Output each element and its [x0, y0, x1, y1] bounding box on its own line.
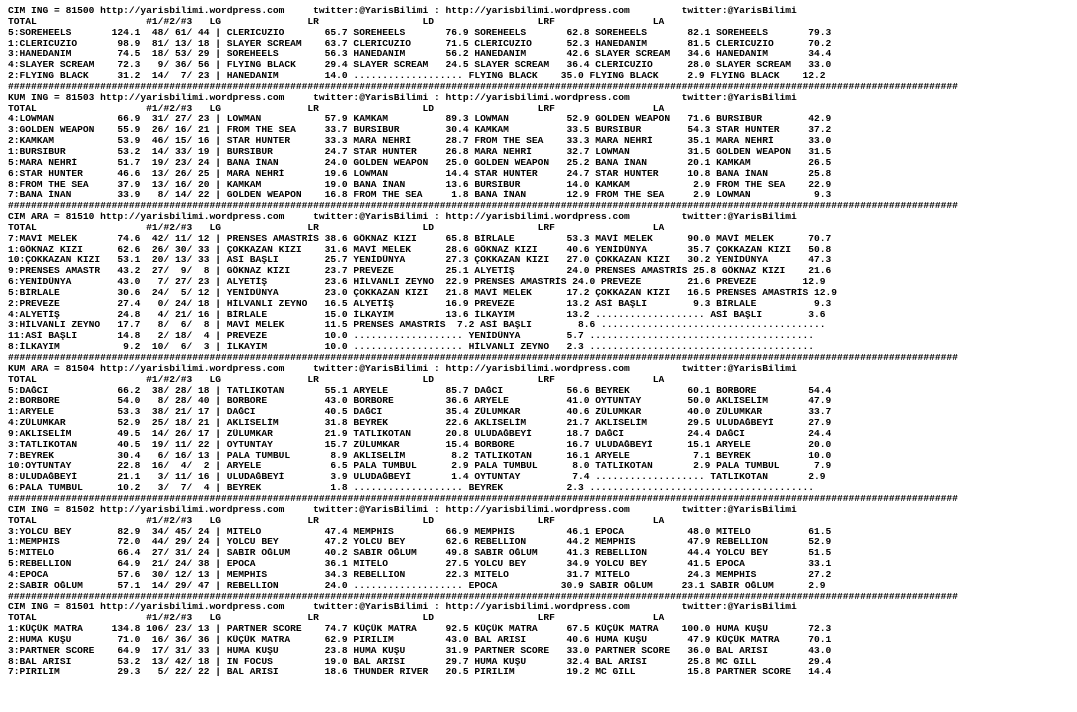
section-separator: #####################################################################################################################################################################	[8, 591, 958, 602]
text-line: CIM ING = 81501 http://yarisbilimi.wordpress.com twitter:@YarisBilimi : http://yarisbilimi.wordpress.com twitter:@YarisBilimi	[8, 602, 797, 613]
text-line: TOTAL #1/#2/#3 LG LR LD LRF LA	[8, 103, 665, 114]
text-line: 10:ÇOKKAZAN KIZI 53.1 20/ 13/ 33 | ASİ BAŞLI 25.7 YENİDÜNYA 27.3 ÇOKKAZAN KIZI 27.0 ÇOKKAZAN KIZI 30.2 YENİDÜNYA 47.3	[8, 255, 832, 266]
text-line: 3:TATLIKOTAN 40.5 19/ 11/ 22 | OYTUNTAY 15.7 ZÜLUMKAR 15.4 BORBORE 16.7 ULUDAĞBEYİ 15.1 ARYELE 20.0	[8, 439, 832, 450]
text-line: 10:OYTUNTAY 22.8 16/ 4/ 2 | ARYELE 6.5 PALA TUMBUL 2.9 PALA TUMBUL 8.0 TATLIKOTAN 2.9 PALA TUMBUL 7.9	[8, 461, 832, 472]
text-line: 2:FLYING BLACK 31.2 14/ 7/ 23 | HANEDANIM 14.0 ................... FLYING BLACK 35.0 FLYING BLACK 2.9 FLYING BLACK 12.2	[8, 71, 826, 82]
text-line: 7:BEYREK 30.4 6/ 16/ 13 | PALA TUMBUL 8.9 AKLISELİM 8.2 TATLIKOTAN 16.1 ARYELE 7.1 BEYREK 10.0	[8, 450, 832, 461]
text-line: 1:KÜÇÜK MATRA 134.8 106/ 23/ 13 | PARTNER SCORE 74.7 KÜÇÜK MATRA 92.5 KÜÇÜK MATRA 67.5 KÜÇÜK MATRA 100.0 HUMA KUŞU 72.3	[8, 624, 832, 635]
text-line: 4:LOWMAN 66.9 31/ 27/ 23 | LOWMAN 57.9 KAMKAM 89.3 LOWMAN 52.9 GOLDEN WEAPON 71.6 BURSIBUR 42.9	[8, 114, 832, 125]
text-line: TOTAL #1/#2/#3 LG LR LD LRF LA	[8, 374, 665, 385]
text-line: KUM ARA = 81504 http://yarisbilimi.wordpress.com twitter:@YarisBilimi : http://yarisbilimi.wordpress.com twitter:@YarisBilimi	[8, 363, 797, 374]
text-line: 8:FROM THE SEA 37.9 13/ 16/ 20 | KAMKAM 19.0 BANA İNAN 13.6 BURSIBUR 14.0 KAMKAM 2.9 FROM THE SEA 22.9	[8, 179, 832, 190]
text-line: 11:ASİ BAŞLI 14.8 2/ 18/ 4 | PREVEZE 10.0 ................... YENİDÜNYA 5.7 .......................................	[8, 331, 815, 342]
text-line: 9:AKLISELİM 49.5 14/ 26/ 17 | ZÜLUMKAR 21.9 TATLIKOTAN 20.8 ULUDAĞBEYİ 18.7 DAĞCI 24.4 DAĞCI 24.4	[8, 428, 832, 439]
text-line: 5:REBELLION 64.9 21/ 24/ 38 | EPOCA 36.1 MITELO 27.5 YOLCU BEY 34.9 YOLCU BEY 41.5 EPOCA 33.1	[8, 559, 832, 570]
text-line: 8:BAL ARISI 53.2 13/ 42/ 18 | IN FOCUS 19.0 BAL ARISI 29.7 HUMA KUŞU 32.4 BAL ARISI 25.8 MC GILL 29.4	[8, 656, 832, 667]
text-line: CIM ARA = 81510 http://yarisbilimi.wordpress.com twitter:@YarisBilimi : http://yarisbilimi.wordpress.com twitter:@YarisBilimi	[8, 212, 797, 223]
text-line: 4:ALYETİŞ 24.8 4/ 21/ 16 | BİRLALE 15.0 İLKAYIM 13.6 İLKAYIM 13.2 ................... ASİ BAŞLI 3.6	[8, 309, 826, 320]
text-line: 4:EPOCA 57.6 30/ 12/ 13 | MEMPHIS 34.3 REBELLION 22.3 MITELO 31.7 MITELO 24.3 MEMPHIS 27.2	[8, 569, 832, 580]
text-line: TOTAL #1/#2/#3 LG LR LD LRF LA	[8, 16, 665, 27]
section-separator: #####################################################################################################################################################################	[8, 81, 958, 92]
text-line: 2:KAMKAM 53.9 46/ 15/ 16 | STAR HUNTER 33.3 MARA NEHRİ 28.7 FROM THE SEA 33.3 MARA NEHRİ 35.1 MARA NEHRİ 33.0	[8, 136, 832, 147]
text-line: 3:YOLCU BEY 82.9 34/ 45/ 24 | MITELO 47.4 MEMPHIS 66.9 MEMPHIS 46.1 EPOCA 48.0 MITELO 61.5	[8, 526, 832, 537]
text-line: 1:MEMPHIS 72.0 44/ 29/ 24 | YOLCU BEY 47.2 YOLCU BEY 62.6 REBELLION 44.2 MEMPHIS 47.9 REBELLION 52.9	[8, 537, 832, 548]
text-line: 1:BURSIBUR 53.2 14/ 33/ 19 | BURSIBUR 24.7 STAR HUNTER 26.8 MARA NEHRİ 32.7 LOWMAN 31.5 GOLDEN WEAPON 31.5	[8, 146, 832, 157]
text-line: 3:PARTNER SCORE 64.9 17/ 31/ 33 | HUMA KUŞU 23.8 HUMA KUŞU 31.9 PARTNER SCORE 33.0 PARTNER SCORE 36.0 BAL ARISI 43.0	[8, 645, 832, 656]
text-line: 7:BANA İNAN 33.9 8/ 14/ 22 | GOLDEN WEAPON 16.8 FROM THE SEA 1.8 BANA İNAN 12.9 FROM THE SEA 2.9 LOWMAN 9.3	[8, 190, 832, 201]
text-line: 3:HİLVANLI ZEYNO 17.7 8/ 6/ 8 | MAVİ MELEK 11.5 PRENSES AMASTRİS 7.2 ASİ BAŞLI 8.6 .......................................	[8, 320, 826, 331]
text-line: 3:GOLDEN WEAPON 55.9 26/ 16/ 21 | FROM THE SEA 33.7 BURSIBUR 30.4 KAMKAM 33.5 BURSIBUR 54.3 STAR HUNTER 37.2	[8, 125, 832, 136]
text-line: 5:SOREHEELS 124.1 48/ 61/ 44 | CLERICUZIO 65.7 SOREHEELS 76.9 SOREHEELS 62.8 SOREHEELS 82.1 SOREHEELS 79.3	[8, 27, 832, 38]
text-line: 8:İLKAYIM 9.2 10/ 6/ 3 | İLKAYIM 10.0 ................... HİLVANLI ZEYNO 2.3 .......................................	[8, 342, 815, 353]
text-line: TOTAL #1/#2/#3 LG LR LD LRF LA	[8, 515, 665, 526]
text-line: 6:YENİDÜNYA 43.0 7/ 27/ 23 | ALYETİŞ 23.6 HİLVANLI ZEYNO 22.9 PRENSES AMASTRİS 24.0 PREVEZE 21.6 PREVEZE 12.9	[8, 277, 826, 288]
text-line: CIM ING = 81502 http://yarisbilimi.wordpress.com twitter:@YarisBilimi : http://yarisbilimi.wordpress.com twitter:@YarisBilimi	[8, 504, 797, 515]
section-separator: #####################################################################################################################################################################	[8, 493, 958, 504]
text-line: 1:GÖKNAZ KIZI 62.6 26/ 30/ 33 | ÇOKKAZAN KIZI 31.6 MAVİ MELEK 28.6 GÖKNAZ KIZI 40.6 YENİDÜNYA 35.7 ÇOKKAZAN KIZI 50.8	[8, 244, 832, 255]
text-line: 4:ZÜLUMKAR 52.9 25/ 18/ 21 | AKLISELİM 31.8 BEYREK 22.6 AKLISELİM 21.7 AKLISELİM 29.5 ULUDAĞBEYİ 27.9	[8, 418, 832, 429]
text-line: 9:PRENSES AMASTR 43.2 27/ 9/ 8 | GÖKNAZ KIZI 23.7 PREVEZE 25.1 ALYETİŞ 24.0 PRENSES AMASTRİS 25.8 GÖKNAZ KIZI 21.6	[8, 266, 832, 277]
text-line: 7:MAVİ MELEK 74.6 42/ 11/ 12 | PRENSES AMASTRİS 38.6 GÖKNAZ KIZI 65.8 BİRLALE 53.3 MAVİ MELEK 90.0 MAVİ MELEK 70.7	[8, 233, 832, 244]
text-line: 2:PREVEZE 27.4 0/ 24/ 18 | HİLVANLI ZEYNO 16.5 ALYETİŞ 16.9 PREVEZE 13.2 ASİ BAŞLI 9.3 BİRLALE 9.3	[8, 298, 832, 309]
text-line: 6:STAR HUNTER 46.6 13/ 26/ 25 | MARA NEHRİ 19.6 LOWMAN 14.4 STAR HUNTER 24.7 STAR HUNTER 10.8 BANA İNAN 25.8	[8, 168, 832, 179]
text-line: 7:PIRILIM 29.3 5/ 22/ 22 | BAL ARISI 18.6 THUNDER RIVER 20.5 PIRILIM 19.2 MC GILL 15.8 PARTNER SCORE 14.4	[8, 667, 832, 678]
text-line: 2:SABIR OĞLUM 57.1 14/ 29/ 47 | REBELLION 24.0 ................... EPOCA 30.9 SABIR OĞLUM 23.1 SABIR OĞLUM 2.9	[8, 580, 826, 591]
text-line: 1:CLERICUZIO 98.9 81/ 13/ 18 | SLAYER SCREAM 63.7 CLERICUZIO 71.5 CLERICUZIO 52.3 HANEDANIM 81.5 CLERICUZIO 70.2	[8, 38, 832, 49]
text-line: 5:MITELO 66.4 27/ 31/ 24 | SABIR OĞLUM 40.2 SABIR OĞLUM 49.8 SABIR OĞLUM 41.3 REBELLION 44.4 YOLCU BEY 51.5	[8, 548, 832, 559]
text-line: KUM ING = 81503 http://yarisbilimi.wordpress.com twitter:@YarisBilimi : http://yarisbilimi.wordpress.com twitter:@YarisBilimi	[8, 92, 797, 103]
text-line: 5:MARA NEHRİ 51.7 19/ 23/ 24 | BANA İNAN 24.0 GOLDEN WEAPON 25.0 GOLDEN WEAPON 25.2 BANA İNAN 20.1 KAMKAM 26.5	[8, 157, 832, 168]
text-line: 2:BORBORE 54.0 8/ 28/ 40 | BORBORE 43.0 BORBORE 36.6 ARYELE 41.0 OYTUNTAY 50.0 AKLISELİM 47.9	[8, 396, 832, 407]
text-line: TOTAL #1/#2/#3 LG LR LD LRF LA	[8, 613, 665, 624]
section-separator: #####################################################################################################################################################################	[8, 353, 958, 363]
text-line: 6:PALA TUMBUL 10.2 3/ 7/ 4 | BEYREK 1.8 ................... BEYREK 2.3 .......................................	[8, 483, 815, 494]
text-line: 3:HANEDANIM 74.5 18/ 53/ 29 | SOREHEELS 56.3 HANEDANIM 56.2 HANEDANIM 42.6 SLAYER SCREAM 34.6 HANEDANIM 34.4	[8, 49, 832, 60]
text-line: 5:BİRLALE 30.6 24/ 5/ 12 | YENİDÜNYA 23.0 ÇOKKAZAN KIZI 21.8 MAVİ MELEK 17.2 ÇOKKAZAN KIZI 16.5 PRENSES AMASTRİS 12.9	[8, 287, 838, 298]
section-separator: #####################################################################################################################################################################	[8, 201, 958, 212]
text-line: 8:ULUDAĞBEYİ 21.1 3/ 11/ 16 | ULUDAĞBEYİ 3.9 ULUDAĞBEYİ 1.4 OYTUNTAY 7.4 ................... TATLIKOTAN 2.9	[8, 472, 826, 483]
text-line: 1:ARYELE 53.3 38/ 21/ 17 | DAĞCI 40.5 DAĞCI 35.4 ZÜLUMKAR 40.6 ZÜLUMKAR 40.0 ZÜLUMKAR 33.7	[8, 407, 832, 418]
text-line: 2:HUMA KUŞU 71.0 16/ 36/ 36 | KÜÇÜK MATRA 62.9 PIRILIM 43.0 BAL ARISI 40.6 HUMA KUŞU 47.9 KÜÇÜK MATRA 70.1	[8, 634, 832, 645]
text-line: TOTAL #1/#2/#3 LG LR LD LRF LA	[8, 222, 665, 233]
text-line: CIM ING = 81500 http://yarisbilimi.wordpress.com twitter:@YarisBilimi : http://yarisbilimi.wordpress.com twitter:@YarisBilimi	[8, 6, 797, 16]
text-line: 5:DAĞCI 66.2 38/ 28/ 18 | TATLIKOTAN 55.1 ARYELE 85.7 DAĞCI 56.6 BEYREK 60.1 BORBORE 54.4	[8, 385, 832, 396]
text-line: 4:SLAYER SCREAM 72.3 9/ 36/ 56 | FLYING BLACK 29.4 SLAYER SCREAM 24.5 SLAYER SCREAM 36.4 CLERICUZIO 28.0 SLAYER SCREAM 33.0	[8, 60, 832, 71]
